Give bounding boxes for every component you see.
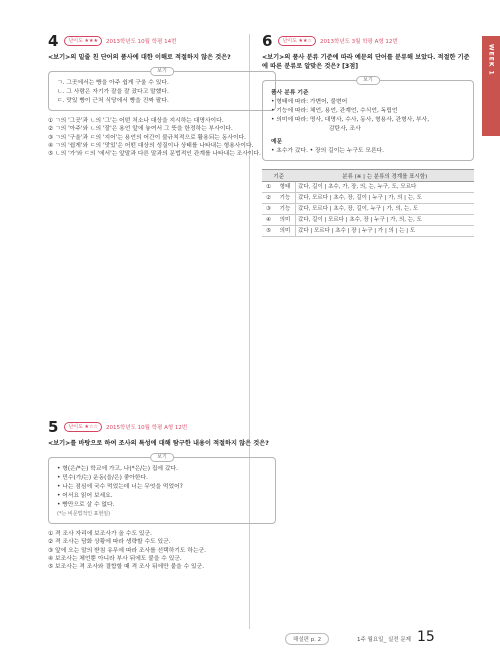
- week-label: WEEK 1: [487, 44, 495, 76]
- question-5: [48, 420, 276, 571]
- difficulty-badge: 난이도 ★☆☆: [64, 422, 102, 432]
- question-number: 4: [48, 32, 59, 50]
- question-6: [262, 34, 474, 237]
- example-title: 예문: [271, 139, 283, 145]
- choice-criterion: 기능: [275, 204, 296, 215]
- page-footer: [0, 630, 500, 650]
- page-number: 15: [417, 629, 435, 645]
- example-box-label: 보기: [356, 76, 380, 85]
- example-line: • 형(은/*는) 학교에 가고, 나(*은/는) 집에 갔다.: [57, 466, 178, 472]
- question-header: [48, 420, 276, 434]
- criteria-line: 감탄사, 조사: [329, 126, 361, 132]
- question-source: 2013학년도 10월 학평 14번: [105, 39, 177, 45]
- answer-choice[interactable]: ① 격 조사 자리에 보조사가 올 수도 있군.: [48, 531, 152, 537]
- table-row[interactable]: [262, 215, 474, 226]
- example-line: ㄴ. 그 사람은 자기가 잘을 잘 잤다고 말했다.: [57, 89, 169, 95]
- question-stem: <보기>의 품사 분류 기준에 따라 예문의 단어를 분류해 보았다. 적절한 기준에 따른 분류로 알맞은 것은? [3점]: [262, 54, 470, 70]
- table-row[interactable]: [262, 182, 474, 193]
- table-row[interactable]: [262, 193, 474, 204]
- question-stem: <보기>를 바탕으로 하여 조사의 특성에 대해 탐구한 내용이 적절하지 않은 것은?: [48, 440, 269, 447]
- choice-criterion: 형태: [275, 182, 296, 193]
- example-line: ㄷ. 맛있 빵이 근처 식당에서 빵을 진짜 팔다.: [57, 98, 169, 104]
- answer-choices: [48, 117, 276, 158]
- example-line: • 어서요 읽어 보세요.: [57, 493, 113, 499]
- choice-classification: 갔다, 길이 | 초수, 가, 장, 의, 는, 누구, 도, 모르다: [296, 182, 475, 193]
- choice-classification: 갔다 | 모르다 | 초수 | 장 | 누구 | 가 | 의 | 는 | 도: [296, 226, 475, 237]
- answer-choice[interactable]: ① ㄱ의 '그곳'과 ㄴ의 '그'는 어떤 처소나 대상을 지시하는 대명사이다.: [48, 118, 224, 124]
- example-line: • 빵만으로 살 수 없다.: [57, 502, 115, 508]
- example-note: (*는 비문법적인 표현임): [57, 511, 111, 517]
- answer-choice[interactable]: ⑤ 보조사는 격 조사와 결합할 때 격 조사 뒤에만 붙을 수 있군.: [48, 564, 205, 571]
- choice-number: ③: [262, 204, 275, 215]
- answer-choice[interactable]: ③ 앞에 오는 말의 받침 유무에 따라 조사를 선택하기도 하는군.: [48, 547, 207, 554]
- answer-choice[interactable]: ② 격 조사는 담화 상황에 따라 생략할 수도 있군.: [48, 539, 171, 546]
- choice-classification: 갔다, 모르다 | 초수, 장, 길이, 누구 | 가, 의, 는, 도: [296, 204, 475, 215]
- question-number: 5: [48, 418, 59, 436]
- example-line: • 민수(가/는) 운동(을/은) 좋아한다.: [57, 475, 148, 481]
- criteria-title: 품사 분류 기준: [271, 90, 309, 96]
- question-number: 6: [262, 32, 273, 50]
- week-side-tab: [482, 36, 500, 136]
- example-line: • 나는 점심에 국수 먹었는데 너는 무엇을 먹었어?: [57, 484, 183, 490]
- choice-number: ⑤: [262, 226, 275, 237]
- question-source: 2013학년도 3월 학평 A형 12번: [319, 39, 398, 45]
- example-sentence: • 초수가 갔다. • 장의 길이는 누구도 모른다.: [271, 148, 385, 154]
- answer-table: [262, 169, 474, 237]
- example-box-label: 보기: [150, 453, 174, 462]
- difficulty-badge: 난이도 ★★☆: [278, 36, 316, 46]
- answer-choice[interactable]: ④ ㄱ의 '쉽게'와 ㄷ의 '맛있'은 어떤 대상의 성질이나 상태를 나타내는 형용사이다.: [48, 142, 254, 149]
- criteria-line: • 형태에 따라: 가변어, 불변어: [271, 99, 348, 105]
- example-box: [48, 68, 276, 111]
- criteria-line: • 기능에 따라: 체언, 용언, 관계언, 수식언, 독립언: [271, 108, 398, 114]
- choice-criterion: 의미: [275, 215, 296, 226]
- left-column: [48, 32, 276, 571]
- choice-criterion: 기능: [275, 193, 296, 204]
- answer-choice[interactable]: ③ ㄱ의 '구울'과 ㄷ의 '지어'는 용언의 어간이 불규칙적으로 활용되는 동사이다.: [48, 134, 246, 141]
- answer-choice[interactable]: ⑤ ㄴ의 '가'와 ㄷ의 '에서'는 앞말과 다른 말과의 문법적인 관계를 나타내는 조사이다.: [48, 151, 261, 158]
- difficulty-badge: 난이도 ★★★: [64, 36, 102, 46]
- question-4: [48, 34, 276, 158]
- table-header-classification: 분류 (※ | 는 분류의 경계를 표시함): [296, 170, 475, 182]
- question-source: 2015학년도 10월 학평 A형 12번: [105, 425, 188, 431]
- question-header: [262, 34, 474, 48]
- choice-number: ④: [262, 215, 275, 226]
- example-line: ㄱ. 그곳에서는 빵을 아주 쉽게 구울 수 있다.: [57, 80, 169, 86]
- question-stem: <보기>의 밑줄 친 단어의 품사에 대한 이해로 적절하지 않은 것은?: [48, 54, 231, 61]
- example-box: [262, 77, 474, 161]
- choice-classification: 갔다, 모르다 | 초수, 장, 길이 | 누구 | 가, 의 | 는, 도: [296, 193, 475, 204]
- right-column: [262, 34, 474, 237]
- choice-criterion: 의미: [275, 226, 296, 237]
- table-row[interactable]: [262, 204, 474, 215]
- choice-number: ②: [262, 193, 275, 204]
- choice-classification: 갔다, 길이 | 모르다 | 초수, 장 | 누구 | 가, 의, 는, 도: [296, 215, 475, 226]
- table-header-criterion: 기준: [262, 170, 296, 182]
- choice-number: ①: [262, 182, 275, 193]
- answer-reference-pill: 해설편 p. 2: [285, 633, 329, 645]
- example-box: [48, 454, 276, 524]
- question-header: [48, 34, 276, 48]
- footer-title: 1주 월요일_ 실전 문제: [357, 637, 411, 643]
- answer-choice[interactable]: ② ㄱ의 '아주'와 ㄴ의 '잘'은 용언 앞에 놓여서 그 뜻을 한정하는 부사이다.: [48, 126, 233, 133]
- answer-choices: [48, 530, 276, 571]
- table-row[interactable]: [262, 226, 474, 237]
- example-box-label: 보기: [150, 67, 174, 76]
- criteria-line: • 의미에 따라: 명사, 대명사, 수사, 동사, 형용사, 관형사, 부사,: [271, 117, 430, 123]
- answer-choice[interactable]: ④ 보조사는 체언뿐 아니라 부사 뒤에도 붙을 수 있군.: [48, 555, 182, 562]
